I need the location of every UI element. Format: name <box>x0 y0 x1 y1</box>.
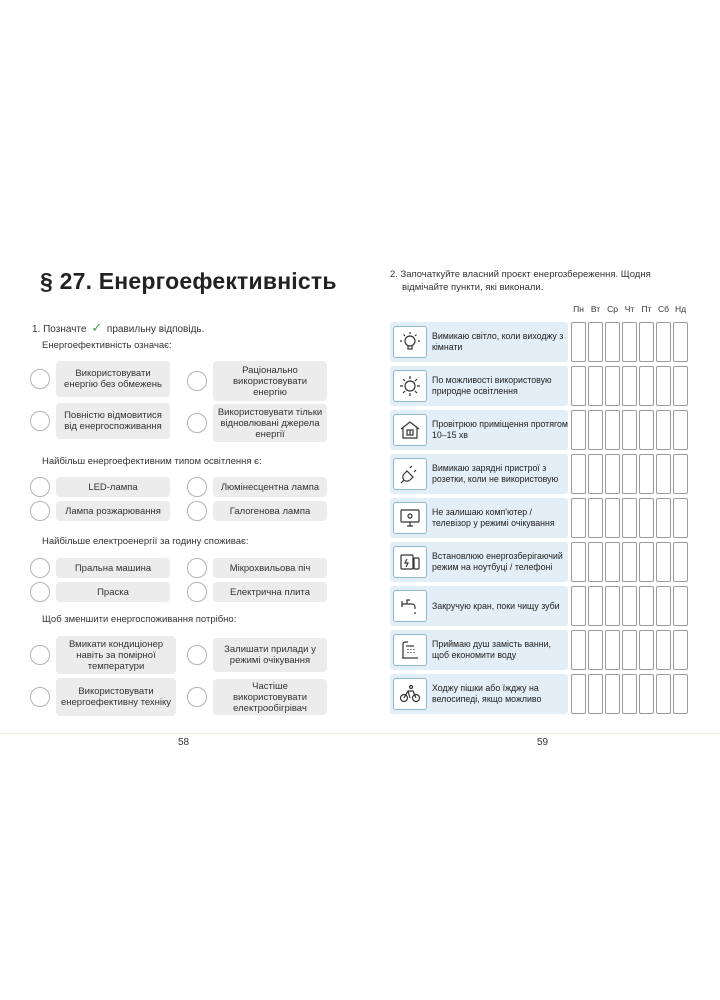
question-2-line1: 2. Започаткуйте власний проєкт енергозбереження. Щодня <box>390 269 651 280</box>
option-g1-3[interactable] <box>30 403 170 439</box>
radio-button[interactable] <box>187 413 207 433</box>
tracker-row <box>390 542 688 582</box>
day-checkbox[interactable] <box>656 498 671 538</box>
tracker-row <box>390 454 688 494</box>
radio-button[interactable] <box>187 501 207 521</box>
day-checkboxes <box>571 630 690 670</box>
option-g3-2[interactable] <box>187 558 327 578</box>
day-checkbox[interactable] <box>673 542 688 582</box>
shower-icon <box>393 634 427 666</box>
day-checkbox[interactable] <box>673 498 688 538</box>
radio-button[interactable] <box>30 477 50 497</box>
plug-icon <box>393 458 427 490</box>
day-checkbox[interactable] <box>622 410 637 450</box>
day-checkboxes <box>571 586 690 626</box>
tracker-row-label <box>390 454 568 494</box>
battery-phone-icon <box>393 546 427 578</box>
day-checkbox[interactable] <box>639 674 654 714</box>
sun-icon <box>393 370 427 402</box>
faucet-icon <box>393 590 427 622</box>
option-label: LED-лампа <box>56 477 170 497</box>
house-window-icon <box>393 414 427 446</box>
radio-button[interactable] <box>30 411 50 431</box>
tracker-row <box>390 586 688 626</box>
day-checkboxes <box>571 366 690 406</box>
day-sat: Сб <box>657 304 669 314</box>
tracker-row-label <box>390 674 568 714</box>
tracker-row <box>390 322 688 362</box>
day-checkbox[interactable] <box>622 674 637 714</box>
day-checkbox[interactable] <box>622 322 637 362</box>
day-checkbox[interactable] <box>673 586 688 626</box>
day-checkbox[interactable] <box>622 366 637 406</box>
option-label: Пральна машина <box>56 558 170 578</box>
day-checkbox[interactable] <box>656 586 671 626</box>
day-checkbox[interactable] <box>656 542 671 582</box>
group-4-prompt: Щоб зменшити енергоспоживання потрібно: <box>42 614 237 625</box>
day-checkbox[interactable] <box>588 586 603 626</box>
option-label: Використовувати тільки відновлювані джерела енергії <box>213 404 327 442</box>
day-checkbox[interactable] <box>571 630 586 670</box>
day-tue: Вт <box>590 304 601 314</box>
radio-button[interactable] <box>187 477 207 497</box>
checkmark-icon: ✓ <box>91 320 103 335</box>
day-checkbox[interactable] <box>588 454 603 494</box>
day-fri: Пт <box>641 304 652 314</box>
radio-button[interactable] <box>187 558 207 578</box>
option-g4-4[interactable] <box>187 679 327 715</box>
day-checkbox[interactable] <box>673 454 688 494</box>
option-label: Електрична плита <box>213 582 327 602</box>
day-thu: Чт <box>624 304 635 314</box>
page-number-right: 59 <box>537 737 549 748</box>
weekday-header <box>570 304 689 314</box>
day-sun: Нд <box>674 304 687 314</box>
tracker-row <box>390 498 688 538</box>
day-checkbox[interactable] <box>588 542 603 582</box>
day-checkbox[interactable] <box>673 366 688 406</box>
day-checkbox[interactable] <box>605 586 620 626</box>
day-checkbox[interactable] <box>639 366 654 406</box>
day-checkboxes <box>571 410 690 450</box>
day-checkboxes <box>571 454 690 494</box>
option-label: Частіше використовувати електрообігрівач <box>213 679 327 715</box>
page-number-left: 58 <box>178 737 190 748</box>
radio-button[interactable] <box>30 687 50 707</box>
option-g3-4[interactable] <box>187 582 327 602</box>
option-label: Використовувати енергію без обмежень <box>56 361 170 397</box>
tracker-row-text: По можливості використовую природне освітлення <box>432 375 552 396</box>
day-checkbox[interactable] <box>605 542 620 582</box>
radio-button[interactable] <box>30 645 50 665</box>
day-checkbox[interactable] <box>588 630 603 670</box>
day-checkbox[interactable] <box>639 454 654 494</box>
day-checkbox[interactable] <box>571 586 586 626</box>
option-label: Використовувати енергоефективну техніку <box>56 678 176 716</box>
radio-button[interactable] <box>30 369 50 389</box>
option-label: Вмикати кондиціонер навіть за помірної температури <box>56 636 176 674</box>
day-checkbox[interactable] <box>622 454 637 494</box>
radio-button[interactable] <box>30 501 50 521</box>
tracker-row-text: Приймаю душ замість ванни, щоб економити воду <box>432 639 551 660</box>
day-checkbox[interactable] <box>673 674 688 714</box>
option-g1-1[interactable] <box>30 361 170 397</box>
day-checkbox[interactable] <box>673 410 688 450</box>
option-g1-2[interactable] <box>187 361 327 401</box>
day-checkbox[interactable] <box>605 498 620 538</box>
day-wed: Ср <box>607 304 618 314</box>
day-checkbox[interactable] <box>673 322 688 362</box>
day-checkbox[interactable] <box>639 586 654 626</box>
question-2 <box>390 268 692 294</box>
option-label: Галогенова лампа <box>213 501 327 521</box>
day-checkbox[interactable] <box>588 410 603 450</box>
day-checkbox[interactable] <box>622 542 637 582</box>
tracker-row-text: Вимикаю зарядні пристрої з розетки, коли не використовую <box>432 463 559 484</box>
option-g4-2[interactable] <box>187 638 327 672</box>
tracker-row-text: Закручую кран, поки чищу зуби <box>432 600 560 611</box>
day-checkbox[interactable] <box>571 498 586 538</box>
day-checkbox[interactable] <box>656 366 671 406</box>
day-checkbox[interactable] <box>605 674 620 714</box>
option-g1-4[interactable] <box>187 404 327 442</box>
question-1-suffix: правильну відповідь. <box>106 324 205 335</box>
day-checkbox[interactable] <box>673 630 688 670</box>
day-checkbox[interactable] <box>656 454 671 494</box>
radio-button[interactable] <box>30 582 50 602</box>
day-checkboxes <box>571 542 690 582</box>
day-checkbox[interactable] <box>656 674 671 714</box>
radio-button[interactable] <box>187 687 207 707</box>
left-page <box>0 240 360 760</box>
option-label: Мікрохвильова піч <box>213 558 327 578</box>
question-1 <box>32 320 204 336</box>
question-2-line2: відмічайте пункти, які виконали. <box>402 282 544 293</box>
radio-button[interactable] <box>187 371 207 391</box>
day-mon: Пн <box>573 304 584 314</box>
tracker-row-text: Вимикаю світло, коли виходжу з кімнати <box>432 331 564 352</box>
option-g3-3[interactable] <box>30 582 170 602</box>
tracker-row-label <box>390 542 568 582</box>
question-1-prefix: 1. Позначте <box>32 324 87 335</box>
day-checkbox[interactable] <box>605 322 620 362</box>
radio-button[interactable] <box>187 582 207 602</box>
day-checkbox[interactable] <box>588 322 603 362</box>
day-checkboxes <box>571 674 690 714</box>
day-checkbox[interactable] <box>571 454 586 494</box>
tracker-row-text: Ходжу пішки або їжджу на велосипеді, якщо можливо <box>432 683 542 704</box>
day-checkbox[interactable] <box>571 542 586 582</box>
tracker-row <box>390 674 688 714</box>
tracker-row-label <box>390 322 568 362</box>
option-label: Залишати прилади у режимі очікування <box>213 638 327 672</box>
day-checkbox[interactable] <box>639 322 654 362</box>
group-1-prompt: Енергоефективність означає: <box>42 340 172 351</box>
day-checkbox[interactable] <box>656 322 671 362</box>
option-label: Лампа розжарювання <box>56 501 170 521</box>
radio-button[interactable] <box>187 645 207 665</box>
option-label: Люмінесцентна лампа <box>213 477 327 497</box>
day-checkbox[interactable] <box>639 498 654 538</box>
day-checkbox[interactable] <box>639 410 654 450</box>
tracker-row-text: Провітрюю приміщення протягом 10–15 хв <box>432 419 568 440</box>
day-checkbox[interactable] <box>605 366 620 406</box>
option-g2-1[interactable] <box>30 477 170 497</box>
tracker-row <box>390 366 688 406</box>
day-checkboxes <box>571 322 690 362</box>
tracker-row <box>390 410 688 450</box>
right-page <box>360 240 720 760</box>
option-g4-3[interactable] <box>30 678 176 716</box>
tracker-row <box>390 630 688 670</box>
day-checkbox[interactable] <box>605 410 620 450</box>
tracker-row-label <box>390 366 568 406</box>
day-checkboxes <box>571 498 690 538</box>
day-checkbox[interactable] <box>639 630 654 670</box>
day-checkbox[interactable] <box>571 410 586 450</box>
tracker-row-label <box>390 630 568 670</box>
day-checkbox[interactable] <box>622 630 637 670</box>
page-title: § 27. Енергоефективність <box>40 268 337 294</box>
option-label: Праска <box>56 582 170 602</box>
day-checkbox[interactable] <box>656 410 671 450</box>
tracker-row-text: Не залишаю комп'ютер / телевізор у режимі очікування <box>432 507 555 528</box>
day-checkbox[interactable] <box>571 366 586 406</box>
day-checkbox[interactable] <box>622 498 637 538</box>
lightbulb-icon <box>393 326 427 358</box>
tracker-row-label <box>390 410 568 450</box>
page-bottom-divider <box>0 733 720 734</box>
option-label: Раціонально використовувати енергію <box>213 361 327 401</box>
day-checkbox[interactable] <box>639 542 654 582</box>
day-checkbox[interactable] <box>588 674 603 714</box>
option-g3-1[interactable] <box>30 558 170 578</box>
tracker-row-text: Встановлюю енергозберігаючий режим на ноутбуці / телефоні <box>432 551 563 572</box>
day-checkbox[interactable] <box>605 454 620 494</box>
day-checkbox[interactable] <box>588 366 603 406</box>
day-checkbox[interactable] <box>571 322 586 362</box>
tracker-row-label <box>390 498 568 538</box>
group-3-prompt: Найбільше електроенергії за годину споживає: <box>42 536 249 547</box>
option-g4-1[interactable] <box>30 636 176 674</box>
monitor-icon <box>393 502 427 534</box>
option-g2-3[interactable] <box>30 501 170 521</box>
day-checkbox[interactable] <box>656 630 671 670</box>
option-g2-2[interactable] <box>187 477 327 497</box>
group-2-prompt: Найбільш енергоефективним типом освітлення є: <box>42 456 262 467</box>
day-checkbox[interactable] <box>571 674 586 714</box>
bicycle-icon <box>393 678 427 710</box>
radio-button[interactable] <box>30 558 50 578</box>
option-label: Повністю відмовитися від енергоспоживання <box>56 403 170 439</box>
day-checkbox[interactable] <box>622 586 637 626</box>
day-checkbox[interactable] <box>605 630 620 670</box>
tracker-row-label <box>390 586 568 626</box>
option-g2-4[interactable] <box>187 501 327 521</box>
day-checkbox[interactable] <box>588 498 603 538</box>
